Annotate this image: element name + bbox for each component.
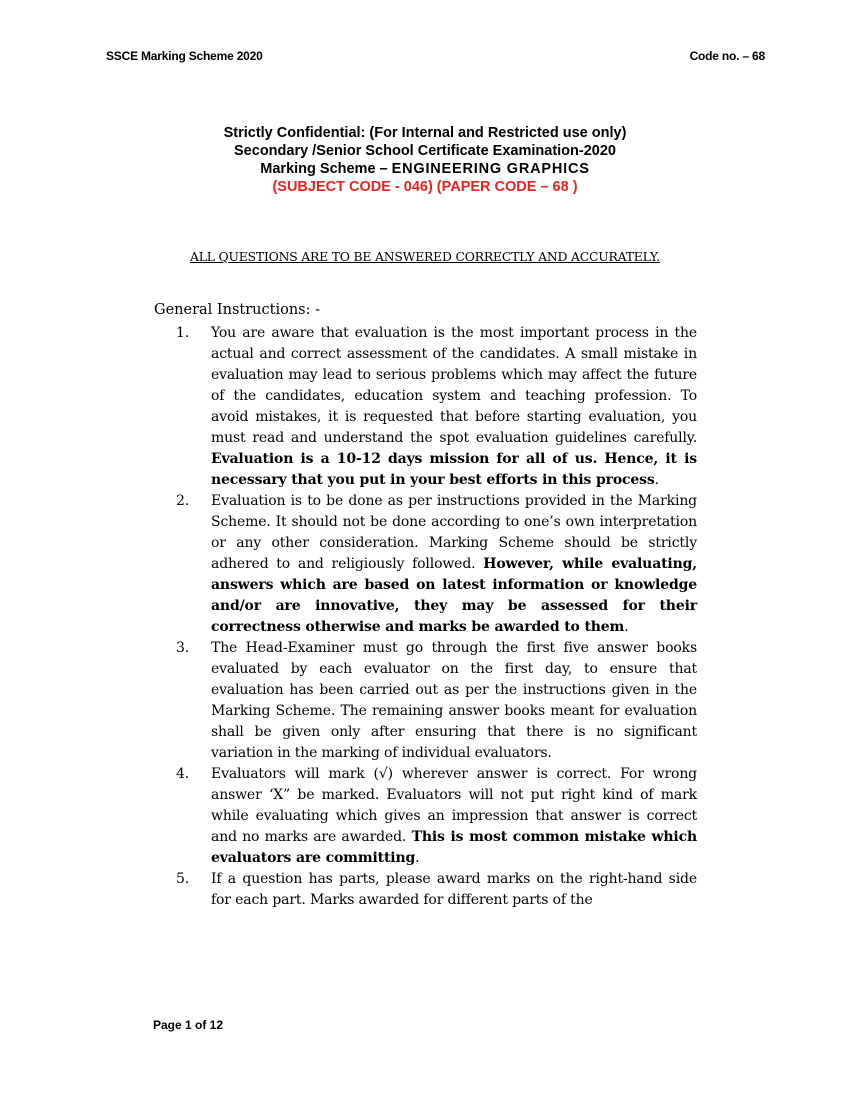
running-header-left: SSCE Marking Scheme 2020 <box>106 49 263 63</box>
instruction-item <box>154 869 697 911</box>
instruction-bold-text: However, while evaluating, answers which are based on latest information or knowledge and/or are innovative, they may be assessed for their correctness otherwise and marks be awarded to them <box>211 556 697 635</box>
instruction-text: You are aware that evaluation is the most important process in the actual and correct assessment of the candidates. A small mistake in evaluation may lead to serious problems which may affect the future of the candidates, education system and teaching profession. To avoid mistakes, it is requested that before starting evaluation, you must read and understand the spot evaluation guidelines carefully. <box>211 325 697 446</box>
instruction-text: Evaluators will mark (√) wherever answer is correct. For wrong answer ‘X” be marked. Evaluators will not put right kind of mark while evaluating which gives an impression that answer is correct and no marks are awarded. <box>211 766 697 845</box>
page-number: Page 1 of 12 <box>153 1018 224 1032</box>
instruction-item <box>154 638 697 764</box>
instruction-text: The Head-Examiner must go through the first five answer books evaluated by each evaluator on the first day, to ensure that evaluation has been carried out as per the instructions given in the Marking Scheme. The remaining answer books meant for evaluation shall be given only after ensuring that there is no significant variation in the marking of individual evaluators. <box>211 640 697 761</box>
examination-line: Secondary /Senior School Certificate Examination-2020 <box>234 143 616 159</box>
subject-paper-code-line: (SUBJECT CODE - 046) (PAPER CODE – 68 ) <box>272 179 578 195</box>
instruction-item <box>154 764 697 869</box>
instruction-number: 2. <box>176 493 190 509</box>
instruction-bold-text: Evaluation is a 10-12 days mission for all of us. Hence, it is necessary that you put in your best efforts in this process <box>211 451 697 488</box>
marking-scheme-prefix: Marking Scheme – <box>260 161 392 177</box>
general-instructions-heading: General Instructions: - <box>154 302 320 318</box>
instruction-tail: . <box>654 472 659 488</box>
instruction-tail: . <box>415 850 420 866</box>
instruction-tail: . <box>624 619 629 635</box>
instruction-number: 1. <box>176 325 190 341</box>
confidential-line: Strictly Confidential: (For Internal and Restricted use only) <box>223 125 627 141</box>
instruction-number: 3. <box>176 640 190 656</box>
running-header-right: Code no. – 68 <box>689 49 765 63</box>
instruction-bold-text: This is most common mistake which evaluators are committing <box>211 829 697 866</box>
instruction-text: Evaluation is to be done as per instructions provided in the Marking Scheme. It should not be done according to one’s own interpretation or any other consideration. Marking Scheme should be strictly adhered to and religiously followed. <box>211 493 697 572</box>
instruction-item <box>154 491 697 638</box>
document-title-block <box>0 124 850 196</box>
instruction-number: 4. <box>176 766 190 782</box>
subject-name: ENGINEERING GRAPHICS <box>391 161 590 177</box>
all-questions-notice: ALL QUESTIONS ARE TO BE ANSWERED CORRECTLY AND ACCURATELY. <box>190 249 660 264</box>
instruction-item <box>154 323 697 491</box>
instruction-number: 5. <box>176 871 190 887</box>
instructions-list <box>154 323 697 911</box>
marking-scheme-line <box>0 160 850 178</box>
instruction-text: If a question has parts, please award marks on the right-hand side for each part. Marks awarded for different parts of the <box>211 871 697 908</box>
